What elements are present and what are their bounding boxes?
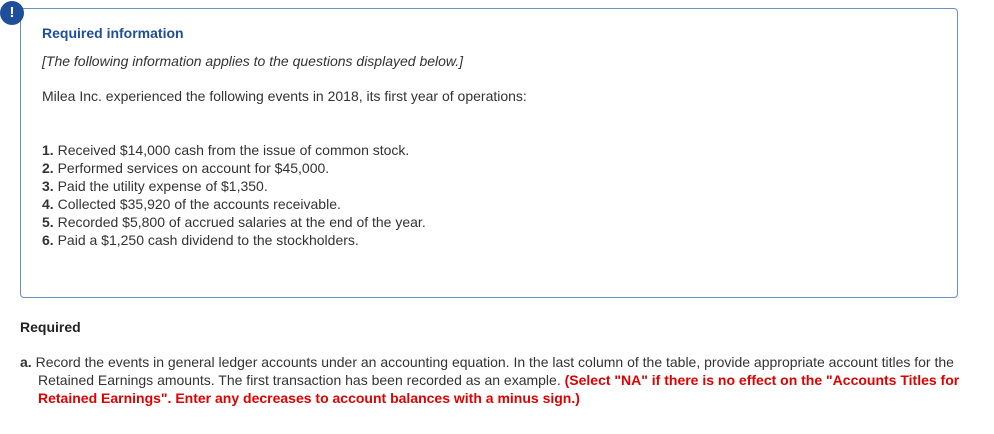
information-note: [The following information applies to the questions displayed below.]	[42, 53, 464, 69]
event-number: 3.	[42, 178, 54, 194]
event-item	[42, 213, 426, 231]
question-text: Record the events in general ledger accounts under an accounting equation. In the last column of the table, provide appropriate account titles for the Retained Earnings amounts. The first transaction has been recorded as an example.	[35, 354, 954, 388]
required-information-title: Required information	[42, 25, 184, 41]
question-text-block	[20, 353, 970, 407]
events-list	[42, 141, 426, 249]
event-text: Performed services on account for $45,000.	[57, 160, 330, 176]
alert-icon: !	[0, 1, 24, 25]
question-a	[20, 353, 970, 407]
required-heading: Required	[20, 319, 81, 335]
question-instruction: (Select "NA" if there is no effect on the "Accounts Titles for Retained Earnings". Enter any decreases to account balances with a minus sign.)	[38, 372, 960, 406]
event-item	[42, 141, 426, 159]
event-item	[42, 159, 426, 177]
event-number: 1.	[42, 142, 54, 158]
event-text: Paid the utility expense of $1,350.	[57, 178, 268, 194]
question-letter: a.	[20, 354, 32, 370]
event-number: 5.	[42, 214, 54, 230]
event-item	[42, 177, 426, 195]
event-text: Collected $35,920 of the accounts receivable.	[57, 196, 341, 212]
event-item	[42, 231, 426, 249]
event-text: Recorded $5,800 of accrued salaries at the end of the year.	[57, 214, 426, 230]
event-number: 2.	[42, 160, 54, 176]
event-text: Received $14,000 cash from the issue of common stock.	[57, 142, 410, 158]
event-number: 4.	[42, 196, 54, 212]
event-text: Paid a $1,250 cash dividend to the stockholders.	[57, 232, 359, 248]
event-item	[42, 195, 426, 213]
information-intro: Milea Inc. experienced the following events in 2018, its first year of operations:	[42, 88, 527, 104]
event-number: 6.	[42, 232, 54, 248]
